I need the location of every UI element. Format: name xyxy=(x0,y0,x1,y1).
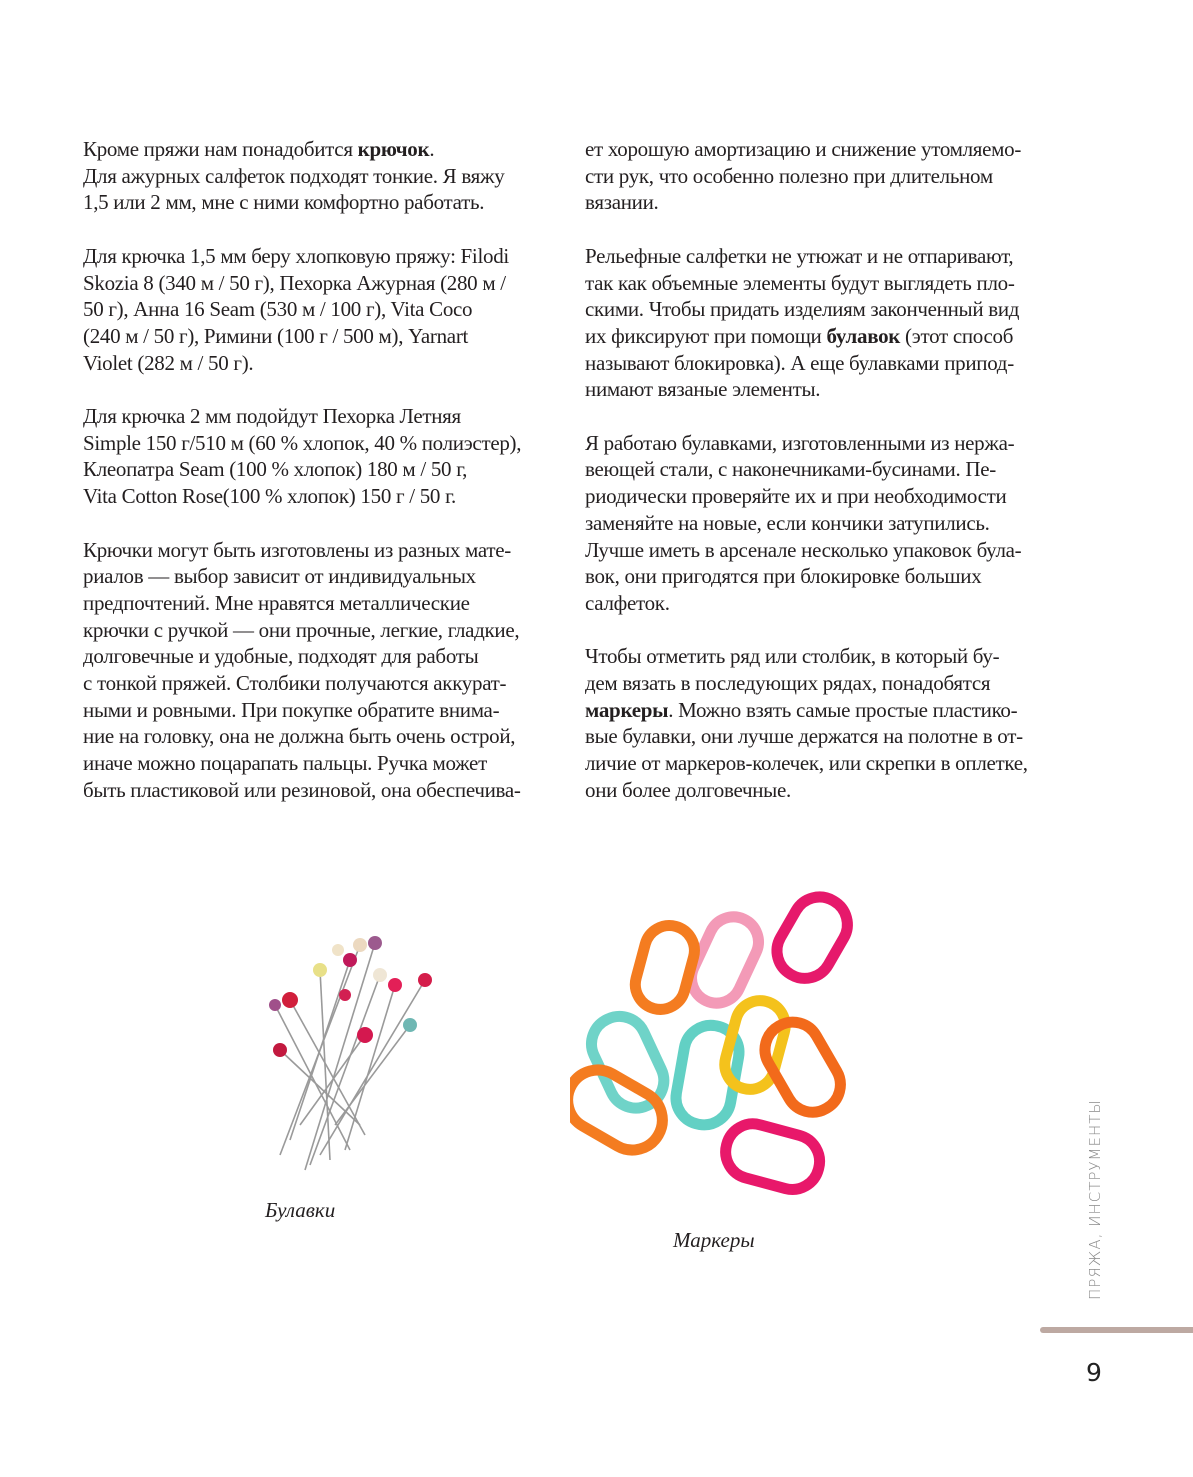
text-line xyxy=(585,323,1065,350)
text-line: Violet (282 м / 50 г). xyxy=(83,350,254,375)
text-line: крючки с ручкой — они прочные, легкие, гладкие, xyxy=(83,617,520,642)
text-segment: их фиксируют при помощи xyxy=(585,323,827,348)
text-line: личие от маркеров-колечек, или скрепки в оплетке, xyxy=(585,751,1028,776)
text-line: Для крючка 1,5 мм беру хлопковую пряжу: Filodi xyxy=(83,243,509,268)
text-line: веющей стали, с наконечниками-бусинами. Пе- xyxy=(585,457,996,482)
text-line: ными и ровными. При покупке обратите внима- xyxy=(83,697,500,722)
text-line: так как объемные элементы будут выглядеть пло- xyxy=(585,270,1015,295)
bold-term: маркеры xyxy=(585,697,669,722)
text-column-left xyxy=(83,136,563,830)
text-line: дем вязать в последующих рядах, понадобятся xyxy=(585,671,991,696)
text-line: нимают вязаные элементы. xyxy=(585,377,821,402)
text-line: риодически проверяйте их и при необходимости xyxy=(585,484,1007,509)
text-line: скими. Чтобы придать изделиям законченный вид xyxy=(585,297,1020,322)
text-line: Я работаю булавками, изготовленными из нержа- xyxy=(585,430,1015,455)
text-line: Лучше иметь в арсенале несколько упаковок була- xyxy=(585,537,1022,562)
text-line: они более долговечные. xyxy=(585,777,791,802)
text-line: иначе можно поцарапать пальцы. Ручка может xyxy=(83,751,487,776)
paragraph xyxy=(585,430,1065,617)
paragraph xyxy=(83,537,563,804)
text-line: Для ажурных салфеток подходят тонкие. Я вяжу xyxy=(83,163,505,188)
paragraph xyxy=(83,403,563,510)
section-title: ПРЯЖА, ИНСТРУМЕНТЫ xyxy=(1086,1099,1104,1300)
accent-bar xyxy=(1040,1327,1193,1333)
text-line: салфеток. xyxy=(585,590,670,615)
text-line: Vita Cotton Rose(100 % хлопок) 150 г / 50 г. xyxy=(83,484,456,509)
text-line: риалов — выбор зависит от индивидуальных xyxy=(83,564,476,589)
text-segment: Кроме пряжи нам понадобится xyxy=(83,137,358,161)
text-line: долговечные и удобные, подходят для работы xyxy=(83,644,479,669)
text-line: Для крючка 2 мм подойдут Пехорка Летняя xyxy=(83,404,461,428)
text-line: 1,5 или 2 мм, мне с ними комфортно работать. xyxy=(83,190,485,215)
markers-photo xyxy=(570,885,880,1205)
text-line: ние на головку, она не должна быть очень острой, xyxy=(83,724,516,749)
text-line: 50 г), Анна 16 Seam (530 м / 100 г), Vita Coco xyxy=(83,297,473,322)
text-line: вязании. xyxy=(585,190,659,215)
text-line: называют блокировка). А еще булавками припод- xyxy=(585,350,1014,375)
text-line: (240 м / 50 г), Римини (100 г / 500 м), Yarnart xyxy=(83,323,469,348)
paragraph xyxy=(585,243,1065,403)
text-line: заменяйте на новые, если кончики затупились. xyxy=(585,510,990,535)
text-line: сти рук, что особенно полезно при длительном xyxy=(585,163,993,188)
text-line xyxy=(585,697,1065,724)
pins-photo xyxy=(250,925,450,1185)
paragraph xyxy=(83,136,563,216)
text-line: предпочтений. Мне нравятся металлические xyxy=(83,590,470,615)
paragraph xyxy=(83,243,563,377)
paragraph xyxy=(585,643,1065,803)
text-line xyxy=(83,136,563,163)
text-segment: (этот способ xyxy=(900,323,1014,348)
text-segment: . Можно взять самые простые пластико- xyxy=(668,697,1018,722)
text-segment: . xyxy=(429,137,435,161)
text-column-right xyxy=(585,136,1065,830)
text-line: вок, они пригодятся при блокировке больших xyxy=(585,564,982,589)
text-line: быть пластиковой или резиновой, она обеспечива- xyxy=(83,777,521,802)
text-line: вые булавки, они лучше держатся на полотне в от- xyxy=(585,724,1023,749)
text-line: Клеопатра Seam (100 % хлопок) 180 м / 50 г, xyxy=(83,457,468,482)
markers-caption: Маркеры xyxy=(673,1228,755,1252)
text-line: Рельефные салфетки не утюжат и не отпаривают, xyxy=(585,243,1014,268)
paragraph xyxy=(585,136,1065,216)
bold-term: крючок xyxy=(357,137,430,161)
text-line: Skozia 8 (340 м / 50 г), Пехорка Ажурная (280 м / xyxy=(83,270,506,295)
pins-caption: Булавки xyxy=(265,1198,336,1222)
text-line: Simple 150 г/510 м (60 % хлопок, 40 % полиэстер), xyxy=(83,430,522,455)
text-line: Крючки могут быть изготовлены из разных мате- xyxy=(83,537,511,562)
bold-term: булавок xyxy=(826,323,901,348)
text-line: ет хорошую амортизацию и снижение утомляемо- xyxy=(585,137,1022,161)
text-line: Чтобы отметить ряд или столбик, в который бу- xyxy=(585,644,1000,669)
page-number: 9 xyxy=(1086,1358,1102,1387)
text-line: с тонкой пряжей. Столбики получаются аккурат- xyxy=(83,671,507,696)
